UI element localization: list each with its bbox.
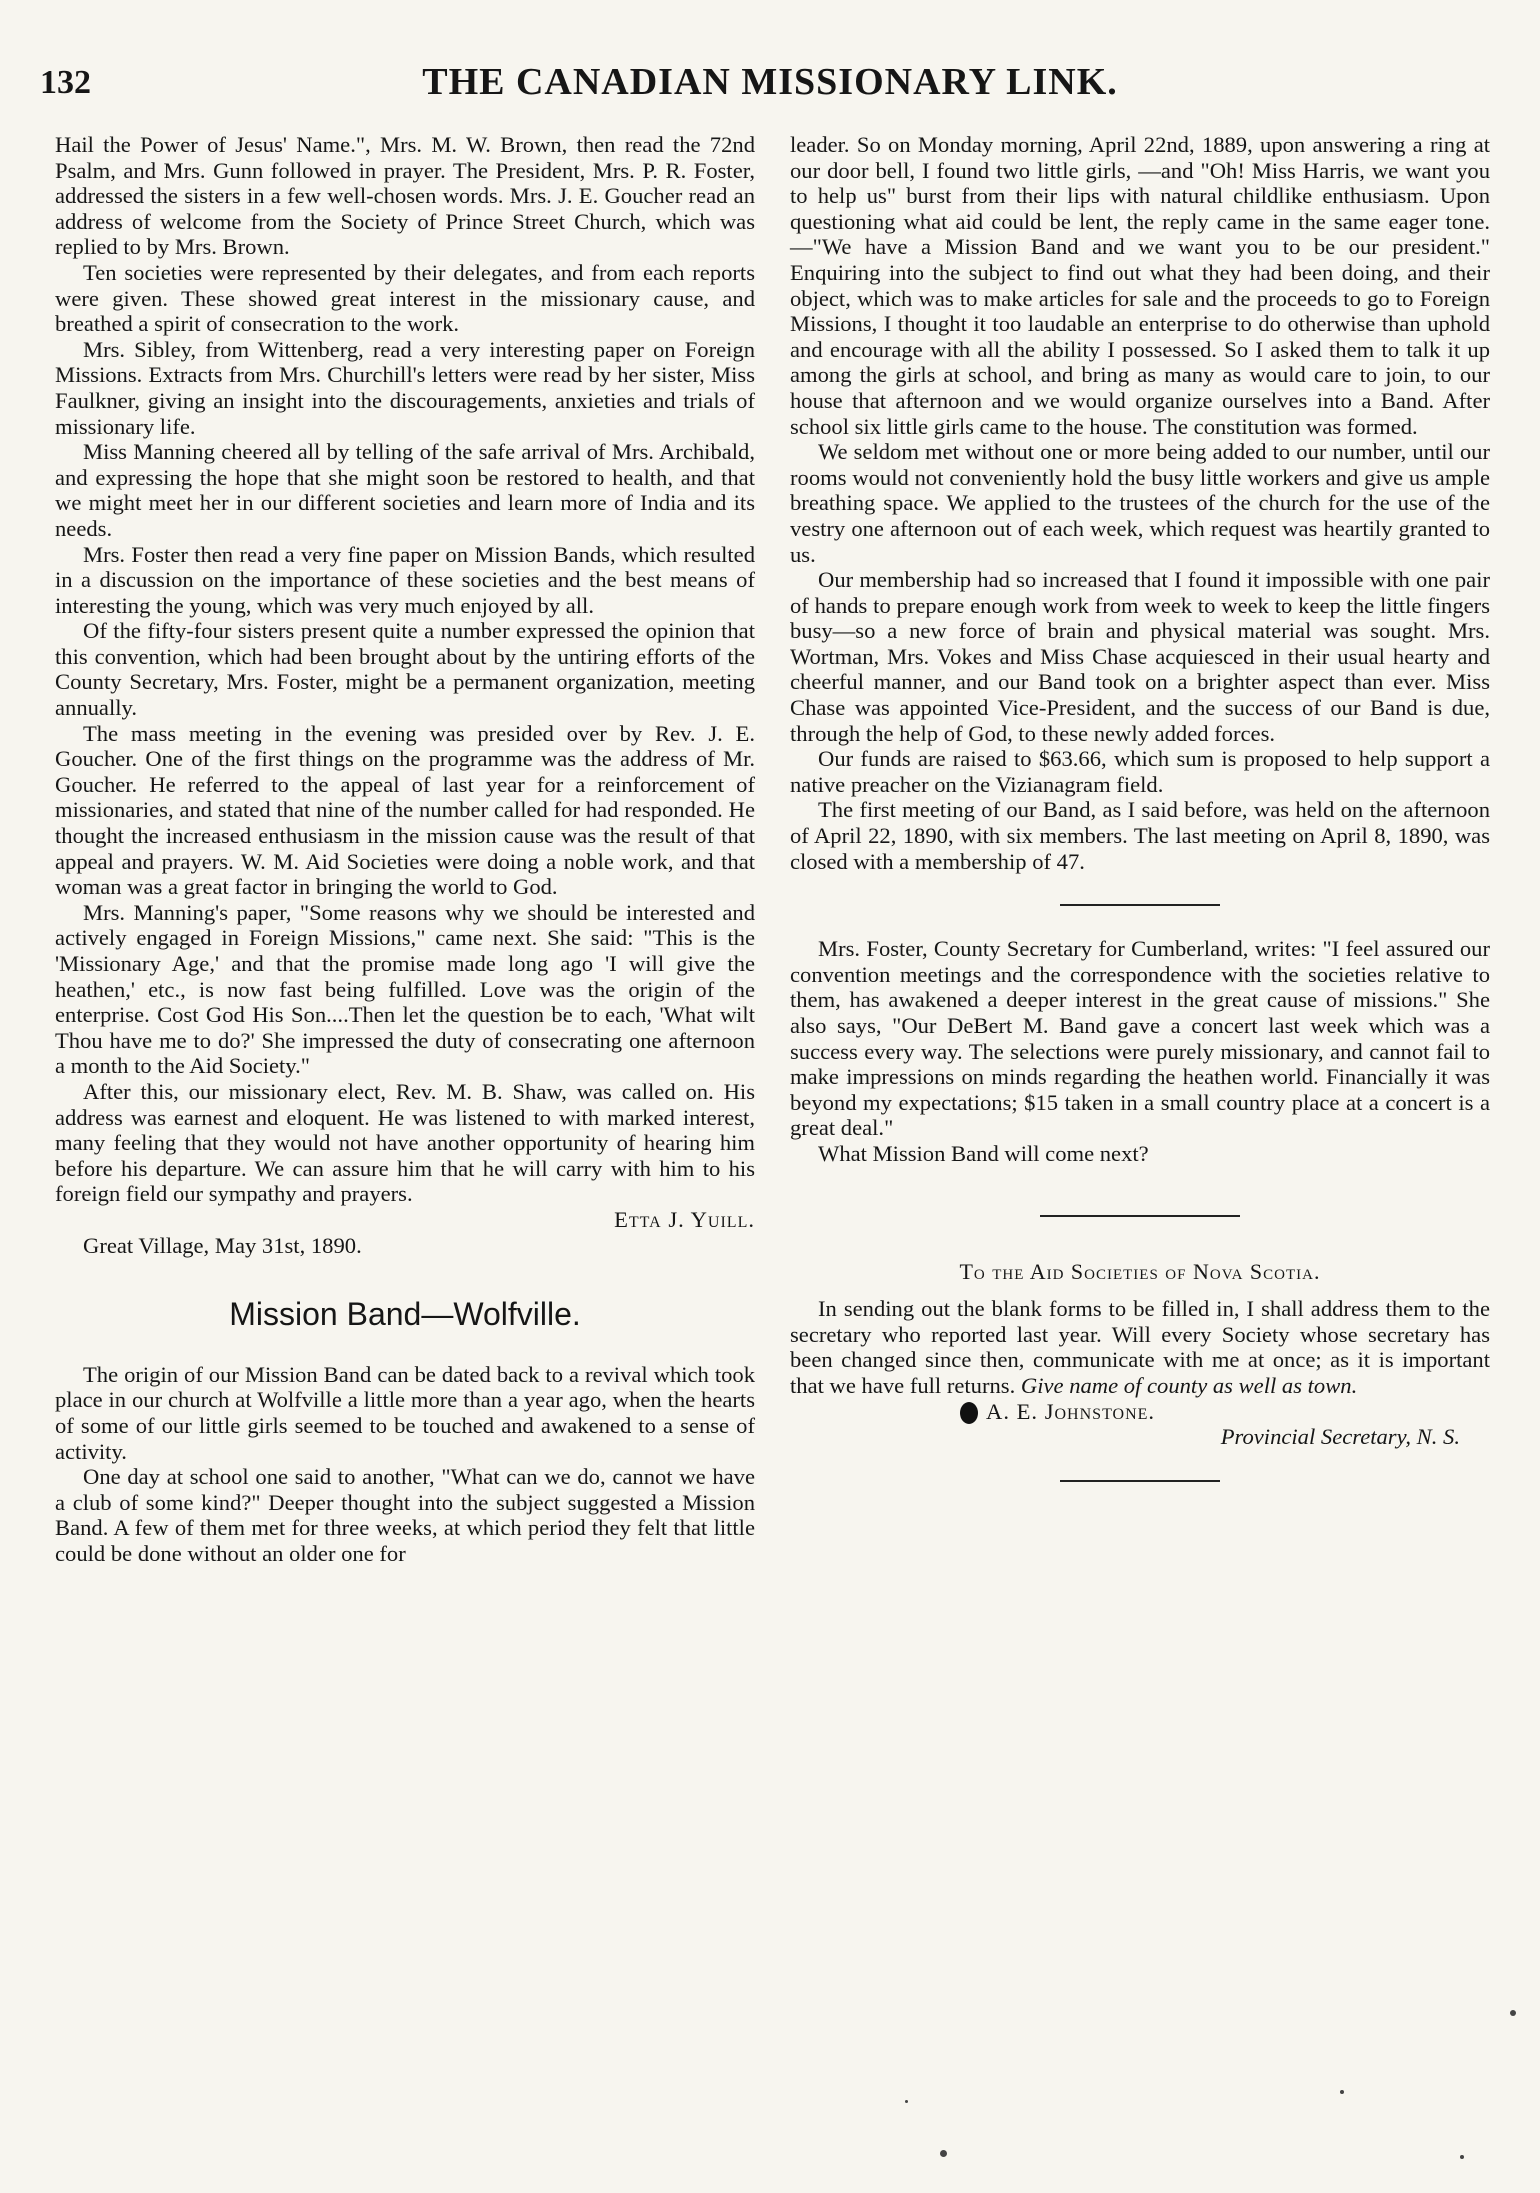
article-paragraph: Mrs. Foster then read a very fine paper on Mission Bands, which resulted in a discussion on the importance of these societies and the best means of interesting the young, which was very much enjoyed by all. [55,541,755,618]
section-heading: Mission Band—Wolfville. [229,1296,581,1333]
foster-question: What Mission Band will come next? [818,1140,1149,1166]
article-paragraph: Our membership had so increased that I found it impossible with one pair of hands to prepare enough work from week to week to keep the little fingers busy—so a new force of brain and physical material was sought. Mrs. Wortman, Mrs. Vokes and Miss Chase acquiesced in their usual hearty and cheerful manner, and our Band took on a brighter aspect than ever. Miss Chase was appointed Vice-President, and the success of our Band is due, through the help of God, to these newly added forces. [790,567,1490,746]
left-column [55,132,755,1566]
article-paragraph: Mrs. Manning's paper, "Some reasons why we should be interested and actively engaged in Foreign Missions," came next. She said: "This is the 'Missionary Age,' and that the promise made long ago 'I will give the heathen,' etc., is now fast being fulfilled. Love was the origin of the enterprise. Cost God His Son....Then let the question be to each, 'What wilt Thou have me to do?' She impressed the duty of consecrating one afternoon a month to the Aid Society." [55,899,755,1079]
article-paragraph: leader. So on Monday morning, April 22nd, 1889, upon answering a ring at our door bell, I found two little girls, —and "Oh! Miss Harris, we want you to help us" burst from their lips with natural childlike enthusiasm. Upon questioning what aid could be lent, the reply came in the same eager tone.—"We have a Mission Band and we want you to be our president." Enquiring into the subject to find out what they had been doing, and their object, which was to make articles for sale and the proceeds to go to Foreign Missions, I thought it too laudable an enterprise to do otherwise than uphold and encourage with all the ability I possessed. So I asked them to talk it up among the girls at school, and bring as many as would care to join, to our house that afternoon and we would organize ourselves into a Band. After school six little girls came to the house. The constitution was formed. [790,132,1490,439]
article-paragraph: We seldom met without one or more being added to our number, until our rooms would not conveniently hold the busy little workers and give us ample breathing space. We applied to the trustees of the church for the use of the vestry one afternoon out of each week, which request was heartily granted to us. [790,439,1490,567]
page-header [40,60,1500,120]
article-paragraph: Miss Manning cheered all by telling of the safe arrival of Mrs. Archibald, and expressing the hope that she might soon be restored to health, and that we might meet her in our different societies and learn more of India and its needs. [55,439,755,541]
notice-italic: Give name of county as well as town. [1020,1372,1358,1398]
notice-signature: A. E. Johnstone. [986,1398,1156,1424]
running-title: THE CANADIAN MISSIONARY LINK. [422,61,1118,103]
notice-heading: To the Aid Societies of Nova Scotia. [959,1258,1321,1284]
ink-blot-icon [960,1402,978,1424]
notice-paragraph [790,1296,1490,1398]
article-paragraph: Of the fifty-four sisters present quite a number expressed the opinion that this convention, which had been brought about by the untiring efforts of the County Secretary, Mrs. Foster, might be a permanent organization, meeting annually. [55,618,755,721]
right-column [790,132,1490,1512]
article-paragraph: The first meeting of our Band, as I said before, was held on the afternoon of April 22, 1890, with six members. The last meeting on April 8, 1890, was closed with a membership of 47. [790,797,1490,874]
notice-signature-line [960,1399,1490,1425]
page-number: 132 [40,64,91,101]
divider-rule [1040,1215,1240,1217]
notice-text: In sending out the blank forms to be filled in, I shall address them to the secretary who reported last year. Will every Society whose secretary has been changed since then, communicate with me at once; as it is important that we have full returns. [790,1296,1490,1398]
divider-rule [1060,1480,1220,1482]
foster-paragraph: Mrs. Foster, County Secretary for Cumberland, writes: "I feel assured our convention meetings and the correspondence with the societies relative to them, has awakened a deeper interest in the great cause of missions." She also says, "Our DeBert M. Band gave a concert last week which was a success every way. The selections were purely missionary, and cannot fail to make impressions on minds regarding the heathen world. Financially it was beyond my expectations; $15 taken in a small country place at a concert is a great deal." [790,936,1490,1141]
article-paragraph: Ten societies were represented by their delegates, and from each reports were given. These showed great interest in the missionary cause, and breathed a spirit of consecration to the work. [55,259,755,337]
article-paragraph: Hail the Power of Jesus' Name.", Mrs. M. W. Brown, then read the 72nd Psalm, and Mrs. Gunn followed in prayer. The President, Mrs. P. R. Foster, addressed the sisters in a few well-chosen words. Mrs. J. E. Goucher read an address of welcome from the Society of Prince Street Church, which was replied to by Mrs. Brown. [55,132,755,260]
article-paragraph: The mass meeting in the evening was presided over by Rev. J. E. Goucher. One of the first things on the programme was the address of Mr. Goucher. He referred to the appeal of last year for a reinforcement of missionaries, and stated that nine of the number called for had responded. He thought the increased enthusiasm in the mission cause was the result of that appeal and prayers. W. M. Aid Societies were doing a noble work, and that woman was a great factor in bringing the world to God. [55,720,755,900]
article-signature: Etta J. Yuill. [614,1206,755,1232]
article-paragraph: Our funds are raised to $63.66, which sum is proposed to help support a native preacher on the Vizianagram field. [790,746,1490,797]
article-dateline: Great Village, May 31st, 1890. [83,1232,362,1258]
article-paragraph: Mrs. Sibley, from Wittenberg, read a very interesting paper on Foreign Missions. Extracts from Mrs. Churchill's letters were read by her sister, Miss Faulkner, giving an insight into the discouragements, anxieties and trials of missionary life. [55,336,755,439]
section-paragraph: The origin of our Mission Band can be dated back to a revival which took place in our church at Wolfville a little more than a year ago, when the hearts of some of our little girls seemed to be touched and awakened to a sense of activity. [55,1361,755,1464]
section-paragraph: One day at school one said to another, "What can we do, cannot we have a club of some kind?" Deeper thought into the subject suggested a Mission Band. A few of them met for three weeks, at which period they felt that little could be done without an older one for [55,1464,755,1566]
article-paragraph: After this, our missionary elect, Rev. M. B. Shaw, was called on. His address was earnest and eloquent. He was listened to with marked interest, many feeling that they would not have another opportunity of hearing him before his departure. We can assure him that he will carry with him to his foreign field our sympathy and prayers. [55,1078,755,1207]
notice-title: Provincial Secretary, N. S. [1220,1424,1460,1450]
divider-rule [1060,904,1220,906]
